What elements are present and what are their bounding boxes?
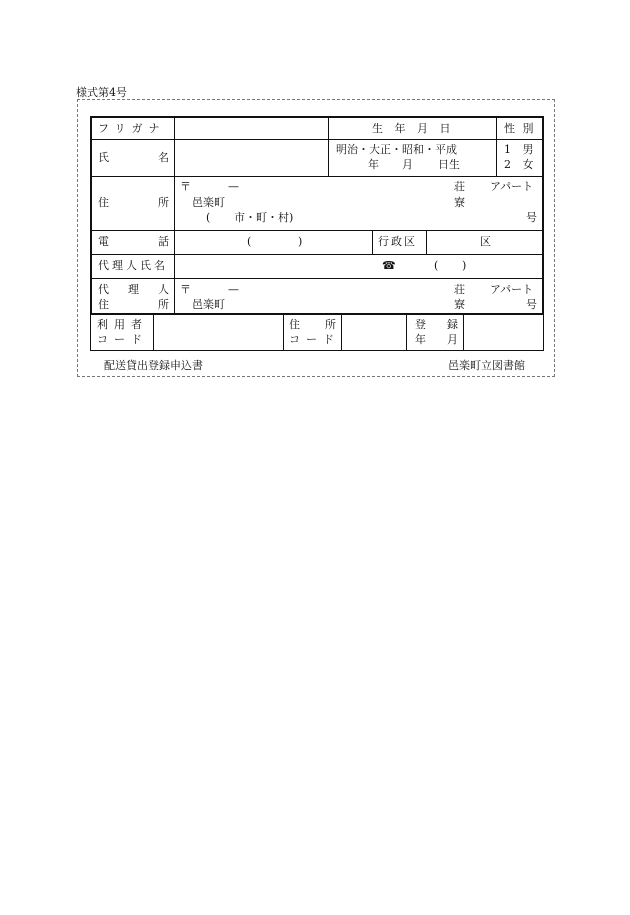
rule-3 bbox=[92, 230, 542, 231]
birth-day-label: 日生 bbox=[438, 158, 460, 171]
address-ryo: 寮 bbox=[454, 196, 465, 209]
sex-divider bbox=[496, 118, 497, 176]
agent-town: 邑楽町 bbox=[192, 298, 225, 311]
form-number: 様式第4号 bbox=[76, 86, 127, 99]
agent-postal-mark: 〒 bbox=[180, 283, 191, 296]
user-code-field[interactable] bbox=[154, 315, 282, 350]
agent-addr-label-1a: 代 bbox=[98, 283, 109, 296]
phone-divider-2 bbox=[426, 230, 427, 254]
phone-divider-1 bbox=[372, 230, 373, 254]
name-label-b: 名 bbox=[158, 151, 169, 164]
phone-icon: ☎ bbox=[382, 259, 396, 272]
user-code-label-2: コード bbox=[97, 333, 148, 346]
agent-so: 荘 bbox=[454, 283, 465, 296]
postal-mark: 〒 bbox=[180, 180, 191, 193]
sex-header: 性 別 bbox=[504, 122, 536, 135]
form-title: 配送貸出登録申込書 bbox=[104, 359, 203, 372]
library-name: 邑楽町立図書館 bbox=[448, 359, 525, 372]
birth-eras: 明治・大正・昭和・平成 bbox=[336, 143, 457, 156]
birth-month-label: 月 bbox=[402, 158, 413, 171]
agent-go: 号 bbox=[526, 298, 537, 311]
addr-code-label-1a: 住 bbox=[289, 318, 300, 331]
rule-2 bbox=[92, 176, 542, 177]
agent-apart: アパート bbox=[490, 283, 534, 296]
ward-label: 行政区 bbox=[378, 235, 417, 248]
addr-code-label-2: コード bbox=[289, 333, 340, 346]
rule-4 bbox=[92, 254, 542, 255]
registration-form bbox=[90, 116, 544, 315]
agent-phone-paren-open: ( bbox=[434, 259, 439, 272]
addr-code-label-1b: 所 bbox=[325, 318, 336, 331]
agent-ryo: 寮 bbox=[454, 298, 465, 311]
name-label-a: 氏 bbox=[98, 151, 109, 164]
sex-option-female[interactable]: 2 女 bbox=[504, 158, 534, 171]
name-field[interactable] bbox=[176, 140, 327, 175]
birth-divider bbox=[328, 118, 329, 176]
address-go: 号 bbox=[526, 211, 537, 224]
user-code-label-1: 利用者 bbox=[97, 318, 148, 331]
code-strip bbox=[90, 315, 544, 351]
strip-divider-2 bbox=[283, 315, 284, 350]
phone-paren-close: ) bbox=[298, 235, 303, 248]
furigana-field[interactable] bbox=[176, 118, 327, 138]
address-town: 邑楽町 bbox=[192, 196, 225, 209]
label-divider bbox=[174, 118, 175, 313]
phone-label-b: 話 bbox=[158, 235, 169, 248]
postal-dash: — bbox=[228, 180, 239, 193]
agent-addr-label-2a: 住 bbox=[98, 298, 109, 311]
phone-label-a: 電 bbox=[98, 235, 109, 248]
phone-paren-open: ( bbox=[247, 235, 252, 248]
birth-header: 生 年 月 日 bbox=[372, 122, 455, 135]
reg-date-field[interactable] bbox=[464, 315, 544, 350]
address-apart: アパート bbox=[490, 180, 534, 193]
reg-label-2b: 月 bbox=[447, 333, 458, 346]
agent-postal-dash: — bbox=[228, 283, 239, 296]
birth-year-label: 年 bbox=[368, 158, 379, 171]
agent-addr-label-1c: 人 bbox=[158, 283, 169, 296]
ward-suffix: 区 bbox=[480, 235, 491, 248]
addr-code-field[interactable] bbox=[342, 315, 405, 350]
rule-5 bbox=[92, 278, 542, 279]
furigana-label: フリガナ bbox=[98, 122, 166, 135]
address-city-types: 市・町・村) bbox=[234, 211, 294, 224]
sex-option-male[interactable]: 1 男 bbox=[504, 143, 534, 156]
agent-phone-paren-close: ) bbox=[462, 259, 467, 272]
reg-label-1b: 録 bbox=[447, 318, 458, 331]
address-so: 荘 bbox=[454, 180, 465, 193]
agent-addr-label-1b: 理 bbox=[128, 283, 139, 296]
reg-label-2a: 年 bbox=[415, 333, 426, 346]
address-label-b: 所 bbox=[158, 196, 169, 209]
address-label-a: 住 bbox=[98, 196, 109, 209]
agent-addr-label-2b: 所 bbox=[158, 298, 169, 311]
address-paren-open: ( bbox=[206, 211, 211, 224]
strip-divider-4 bbox=[406, 315, 407, 350]
reg-label-1a: 登 bbox=[415, 318, 426, 331]
agent-name-label: 代理人氏名 bbox=[98, 259, 168, 272]
